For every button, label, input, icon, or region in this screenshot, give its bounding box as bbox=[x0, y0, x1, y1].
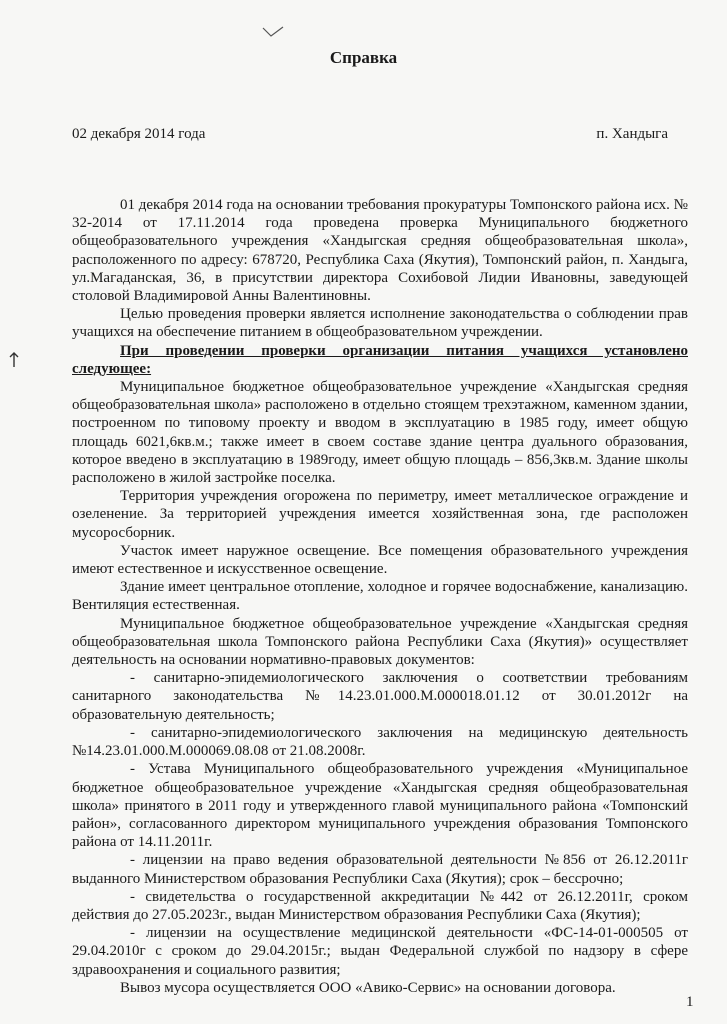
paragraph: Целью проведения проверки является исполнение законодательства о соблюдении прав учащихся на обеспечение питанием в общеобразовательном учреждении. bbox=[72, 306, 688, 341]
date-place-line bbox=[72, 126, 668, 143]
document-body bbox=[72, 196, 688, 997]
list-item: - лицензии на осуществление медицинской деятельности «ФС-14-01-000505 от 29.04.2010г с сроком до 29.04.2015г.; выдан Федеральной службой по надзору в сфере здравоохранения и социального развития; bbox=[72, 925, 688, 978]
document-title: Справка bbox=[329, 48, 398, 67]
paragraph: Здание имеет центральное отопление, холодное и горячее водоснабжение, канализацию. Вентиляция естественная. bbox=[72, 579, 688, 614]
pen-tick-mark bbox=[262, 26, 284, 38]
list-item: - Устава Муниципального общеобразовательного учреждения «Муниципальное бюджетное общеобразовательное учреждение «Хандыгская средняя общеобразовательная школа» принятого в 2011 году и утвержденного главой муниципального района «Томпонский район», согласованного директором муниципального учреждения образования Томпонского района от 14.11.2011г. bbox=[72, 761, 688, 851]
document-date: 02 декабря 2014 года bbox=[72, 126, 206, 142]
paragraph: 01 декабря 2014 года на основании требования прокуратуры Томпонского района исх. № 32-2014 от 17.11.2014 года проведена проверка Муниципального бюджетного общеобразовательного учреждения «Хандыгская средняя общеобразовательная школа», расположенного по адресу: 678720, Республика Саха (Якутия), Томпонский район, п. Хандыга, ул.Магаданская, 36, в присутствии директора Сохибовой Лидии Ивановны, заведующей столовой Владимировой Анны Валентиновны. bbox=[72, 197, 688, 305]
paragraph: Муниципальное бюджетное общеобразовательное учреждение «Хандыгская средняя общеобразовательная школа Томпонского района Республики Саха (Якутия)» осуществляет деятельность на основании нормативно-правовых документов: bbox=[72, 615, 688, 669]
margin-arrow-mark bbox=[8, 352, 20, 368]
paragraph: Участок имеет наружное освещение. Все помещения образовательного учреждения имеют естественное и искусственное освещение. bbox=[72, 542, 688, 578]
list-item: - лицензии на право ведения образовательной деятельности №856 от 26.12.2011г выданного Министерством образования Республики Саха (Якутия); срок – бессрочно; bbox=[72, 852, 688, 887]
list-item: - санитарно-эпидемиологического заключения о соответствии требованиям санитарного законодательства №14.23.01.000.М.000018.01.12 от 30.01.2012г на образовательную деятельность; bbox=[72, 670, 688, 723]
list-item: - санитарно-эпидемиологического заключения на медицинскую деятельность №14.23.01.000.М.000069.08.08 от 21.08.2008г. bbox=[72, 724, 688, 760]
paragraph: Территория учреждения огорожена по периметру, имеет металлическое ограждение и озеленение. За территорией учреждения имеется хозяйственная зона, где расположен мусоросборник. bbox=[72, 488, 688, 541]
page-number: 1 bbox=[686, 994, 694, 1010]
document-place: п. Хандыга bbox=[596, 126, 668, 142]
paragraph: Вывоз мусора осуществляется ООО «Авико-Сервис» на основании договора. bbox=[120, 979, 616, 996]
paragraph: Муниципальное бюджетное общеобразовательное учреждение «Хандыгская средняя общеобразовательная школа» расположено в отдельно стоящем трехэтажном, каменном здании, построенном по типовому проекту и вводом в эксплуатацию в 1985 году, имеет общую площадь 6021,6кв.м.; также имеет в своем составе здание центра дуального образования, которое введено в эксплуатацию в 1989году, имеет общую площадь – 856,3кв.м. Здание школы расположено в жилой застройке поселка. bbox=[72, 379, 688, 487]
section-heading: При проведении проверки организации питания учащихся установлено следующее: bbox=[72, 342, 688, 377]
list-item: - свидетельства о государственной аккредитации №442 от 26.12.2011г, сроком действия до 27.05.2023г., выдан Министерством образования Республики Саха (Якутия); bbox=[72, 888, 688, 923]
